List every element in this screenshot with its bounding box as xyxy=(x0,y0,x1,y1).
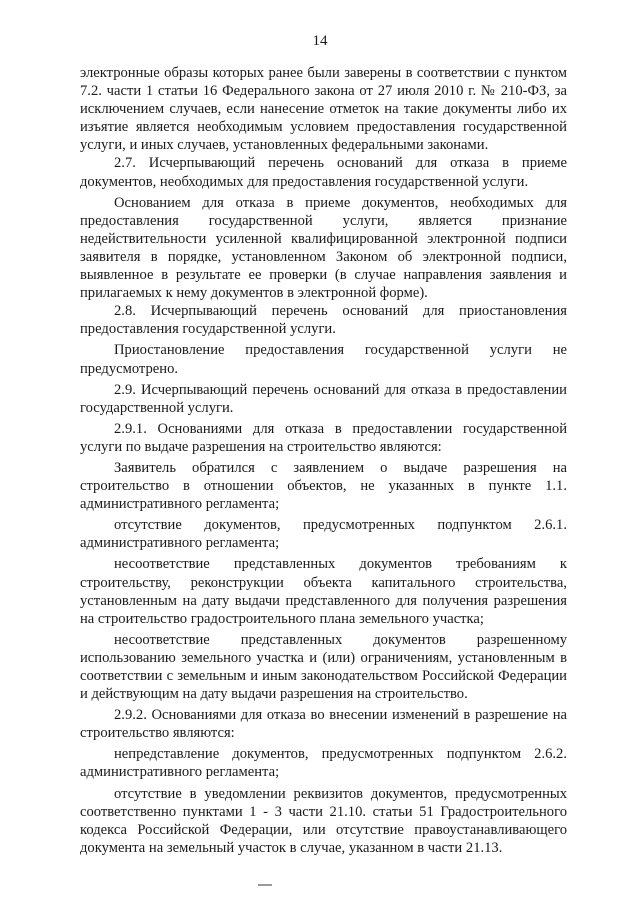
paragraph-nonconformity-land-use: несоответствие представленных документов разрешенному использованию земельного участка и (или) ограничениям, установленным в соответствии с земельным и иным законодательством Российской Федерации и действующим на дату выдачи разрешения на строительство. xyxy=(80,631,567,703)
paragraph-missing-documents: отсутствие документов, предусмотренных подпунктом 2.6.1. административного регламента; xyxy=(80,517,567,552)
document-body xyxy=(80,64,567,857)
scan-mark xyxy=(258,884,272,886)
paragraph-suspension: Приостановление предоставления государственной услуги не предусмотрено. xyxy=(80,342,567,377)
paragraph-applicant-request: Заявитель обратился с заявлением о выдаче разрешения на строительство в отношении объектов, не указанных в пункте 1.1. административного регламента; xyxy=(80,459,567,513)
paragraph-refusal-grounds: Основанием для отказа в приеме документов, необходимых для предоставления государственной услуги, является признание недействительности усиленной квалифицированной электронной подписи заявителя в порядке, установленном Законом об электронной подписи, выявленное в результате ее проверки (в случае направления заявления и прилагаемых к нему документов в электронной форме). xyxy=(80,194,567,302)
paragraph-nonconformity-plan: несоответствие представленных документов требованиям к строительству, реконструкции объекта капитального строительства, установленным на дату выдачи представленного для получения разрешения на строительство градостроительного плана земельного участка; xyxy=(80,556,567,627)
page-number: 14 xyxy=(312,33,328,49)
paragraph-2-7: 2.7. Исчерпывающий перечень оснований для отказа в приеме документов, необходимых для предоставления государственной услуги. xyxy=(80,155,567,190)
paragraph-2-9-2: 2.9.2. Основаниями для отказа во внесении изменений в разрешение на строительство являются: xyxy=(80,707,567,742)
paragraph-missing-details: отсутствие в уведомлении реквизитов документов, предусмотренных соответственно пунктами 1 - 3 части 21.10. статьи 51 Градостроительного кодекса Российской Федерации, или отсутствие правоустанавливающего документа на земельный участок в случае, указанном в части 21.13. xyxy=(80,785,567,856)
paragraph-continuation: электронные образы которых ранее были заверены в соответствии с пунктом 7.2. части 1 статьи 16 Федерального закона от 27 июля 2010 г. № 210-ФЗ, за исключением случаев, если нанесение отметок на такие документы либо их изъятие является необходимым условием предоставления государственной услуги, и иных случаев, установленных федеральными законами. xyxy=(80,65,567,154)
paragraph-2-9: 2.9. Исчерпывающий перечень оснований для отказа в предоставлении государственной услуги. xyxy=(80,381,567,416)
paragraph-non-submission: непредставление документов, предусмотренных подпунктом 2.6.2. административного регламента; xyxy=(80,746,567,781)
paragraph-2-9-1: 2.9.1. Основаниями для отказа в предоставлении государственной услуги по выдаче разрешения на строительство являются: xyxy=(80,420,567,455)
paragraph-2-8: 2.8. Исчерпывающий перечень оснований для приостановления предоставления государственной услуги. xyxy=(80,303,567,338)
